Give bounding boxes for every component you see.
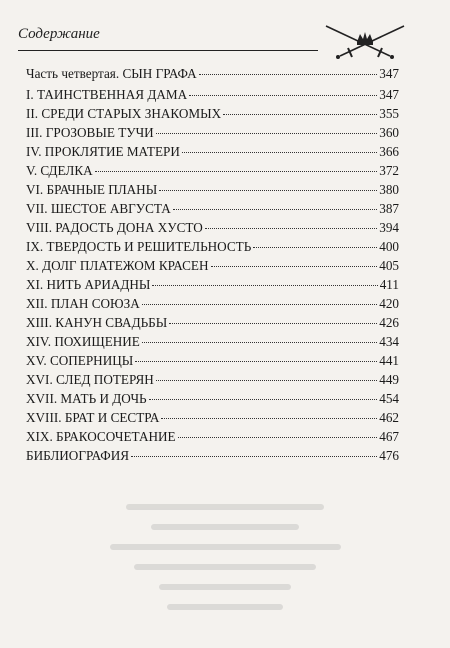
toc-dot-leader bbox=[161, 418, 377, 419]
toc-entry-page: 426 bbox=[379, 315, 399, 330]
toc-entry-page: 476 bbox=[379, 448, 399, 463]
toc-entry-title: I. ТАИНСТВЕННАЯ ДАМА bbox=[26, 87, 188, 102]
toc-dot-leader bbox=[131, 456, 377, 457]
toc-entry-title: XVII. МАТЬ И ДОЧЬ bbox=[26, 391, 147, 406]
toc-entry-title: XVI. СЛЕД ПОТЕРЯН bbox=[26, 372, 154, 387]
toc-entry bbox=[26, 256, 399, 275]
toc-entry bbox=[26, 64, 399, 85]
toc-entry-page: 380 bbox=[379, 182, 399, 197]
toc-dot-leader bbox=[178, 437, 378, 438]
toc-entry-title: XII. ПЛАН СОЮЗА bbox=[26, 296, 140, 311]
toc-dot-leader bbox=[152, 285, 377, 286]
toc-entry-page: 347 bbox=[379, 66, 399, 81]
toc-entry bbox=[26, 389, 399, 408]
page-header bbox=[18, 22, 408, 58]
toc-entry bbox=[26, 351, 399, 370]
toc-entry bbox=[26, 142, 399, 161]
toc-dot-leader bbox=[169, 323, 377, 324]
toc-entry bbox=[26, 313, 399, 332]
toc-entry-page: 360 bbox=[379, 125, 399, 140]
crossed-swords-crown-icon bbox=[320, 22, 410, 62]
toc-dot-leader bbox=[156, 133, 378, 134]
toc-entry-title: X. ДОЛГ ПЛАТЕЖОМ КРАСЕН bbox=[26, 258, 209, 273]
toc-entry-title: VIII. РАДОСТЬ ДОНА ХУСТО bbox=[26, 220, 203, 235]
toc-entry bbox=[26, 332, 399, 351]
toc-entry bbox=[26, 104, 399, 123]
reverse-side-bleed bbox=[60, 490, 390, 640]
toc-entry-title: VII. ШЕСТОЕ АВГУСТА bbox=[26, 201, 171, 216]
toc-entry-page: 347 bbox=[379, 87, 399, 102]
toc-entry-page: 405 bbox=[379, 258, 399, 273]
toc-entry-title: XIV. ПОХИЩЕНИЕ bbox=[26, 334, 140, 349]
toc-entry-title: VI. БРАЧНЫЕ ПЛАНЫ bbox=[26, 182, 158, 197]
toc-entry-page: 467 bbox=[379, 429, 399, 444]
toc-dot-leader bbox=[223, 114, 377, 115]
toc-entry bbox=[26, 275, 399, 294]
toc-entry-title: XI. НИТЬ АРИАДНЫ bbox=[26, 277, 151, 292]
toc-dot-leader bbox=[182, 152, 377, 153]
toc-entry-title: IV. ПРОКЛЯТИЕ МАТЕРИ bbox=[26, 144, 180, 159]
toc-dot-leader bbox=[135, 361, 377, 362]
toc-entry bbox=[26, 123, 399, 142]
toc-entry-page: 420 bbox=[379, 296, 399, 311]
toc-dot-leader bbox=[142, 342, 377, 343]
table-of-contents bbox=[26, 64, 399, 465]
toc-dot-leader bbox=[253, 247, 377, 248]
toc-entry bbox=[26, 180, 399, 199]
toc-entry bbox=[26, 161, 399, 180]
toc-entry bbox=[26, 427, 399, 446]
toc-entry bbox=[26, 199, 399, 218]
toc-dot-leader bbox=[173, 209, 377, 210]
toc-dot-leader bbox=[159, 190, 377, 191]
toc-entry-title: XV. СОПЕРНИЦЫ bbox=[26, 353, 134, 368]
toc-dot-leader bbox=[211, 266, 378, 267]
toc-dot-leader bbox=[205, 228, 377, 229]
toc-entry-title: XIX. БРАКОСОЧЕТАНИЕ bbox=[26, 429, 176, 444]
toc-entry bbox=[26, 85, 399, 104]
toc-entry-page: 454 bbox=[379, 391, 399, 406]
toc-entry-title: III. ГРОЗОВЫЕ ТУЧИ bbox=[26, 125, 154, 140]
toc-entry-title: БИБЛИОГРАФИЯ bbox=[26, 448, 130, 463]
header-title: Содержание bbox=[18, 26, 100, 42]
toc-entry-page: 400 bbox=[379, 239, 399, 254]
toc-entry bbox=[26, 370, 399, 389]
toc-entry-title: II. СРЕДИ СТАРЫХ ЗНАКОМЫХ bbox=[26, 106, 222, 121]
toc-entry-page: 366 bbox=[379, 144, 399, 159]
toc-entry-page: 441 bbox=[379, 353, 399, 368]
toc-dot-leader bbox=[149, 399, 378, 400]
toc-dot-leader bbox=[189, 95, 377, 96]
toc-entry-title: Часть четвертая. СЫН ГРАФА bbox=[26, 66, 197, 81]
toc-entry bbox=[26, 218, 399, 237]
toc-dot-leader bbox=[95, 171, 378, 172]
toc-entry-title: IX. ТВЕРДОСТЬ И РЕШИТЕЛЬНОСТЬ bbox=[26, 239, 252, 254]
toc-entry-title: V. СДЕЛКА bbox=[26, 163, 93, 178]
toc-entry-page: 449 bbox=[379, 372, 399, 387]
header-rule bbox=[18, 50, 318, 51]
toc-entry bbox=[26, 294, 399, 313]
toc-entry-page: 462 bbox=[379, 410, 399, 425]
toc-entry-page: 411 bbox=[379, 277, 399, 292]
toc-entry-page: 355 bbox=[379, 106, 399, 121]
toc-dot-leader bbox=[156, 380, 377, 381]
toc-entry-title: XIII. КАНУН СВАДЬБЫ bbox=[26, 315, 168, 330]
toc-entry-page: 372 bbox=[379, 163, 399, 178]
toc-entry bbox=[26, 408, 399, 427]
toc-entry-title: XVIII. БРАТ И СЕСТРА bbox=[26, 410, 160, 425]
toc-entry bbox=[26, 237, 399, 256]
toc-dot-leader bbox=[142, 304, 378, 305]
toc-entry-page: 387 bbox=[379, 201, 399, 216]
toc-entry bbox=[26, 446, 399, 465]
toc-entry-page: 394 bbox=[379, 220, 399, 235]
toc-entry-page: 434 bbox=[379, 334, 399, 349]
toc-dot-leader bbox=[199, 74, 378, 75]
